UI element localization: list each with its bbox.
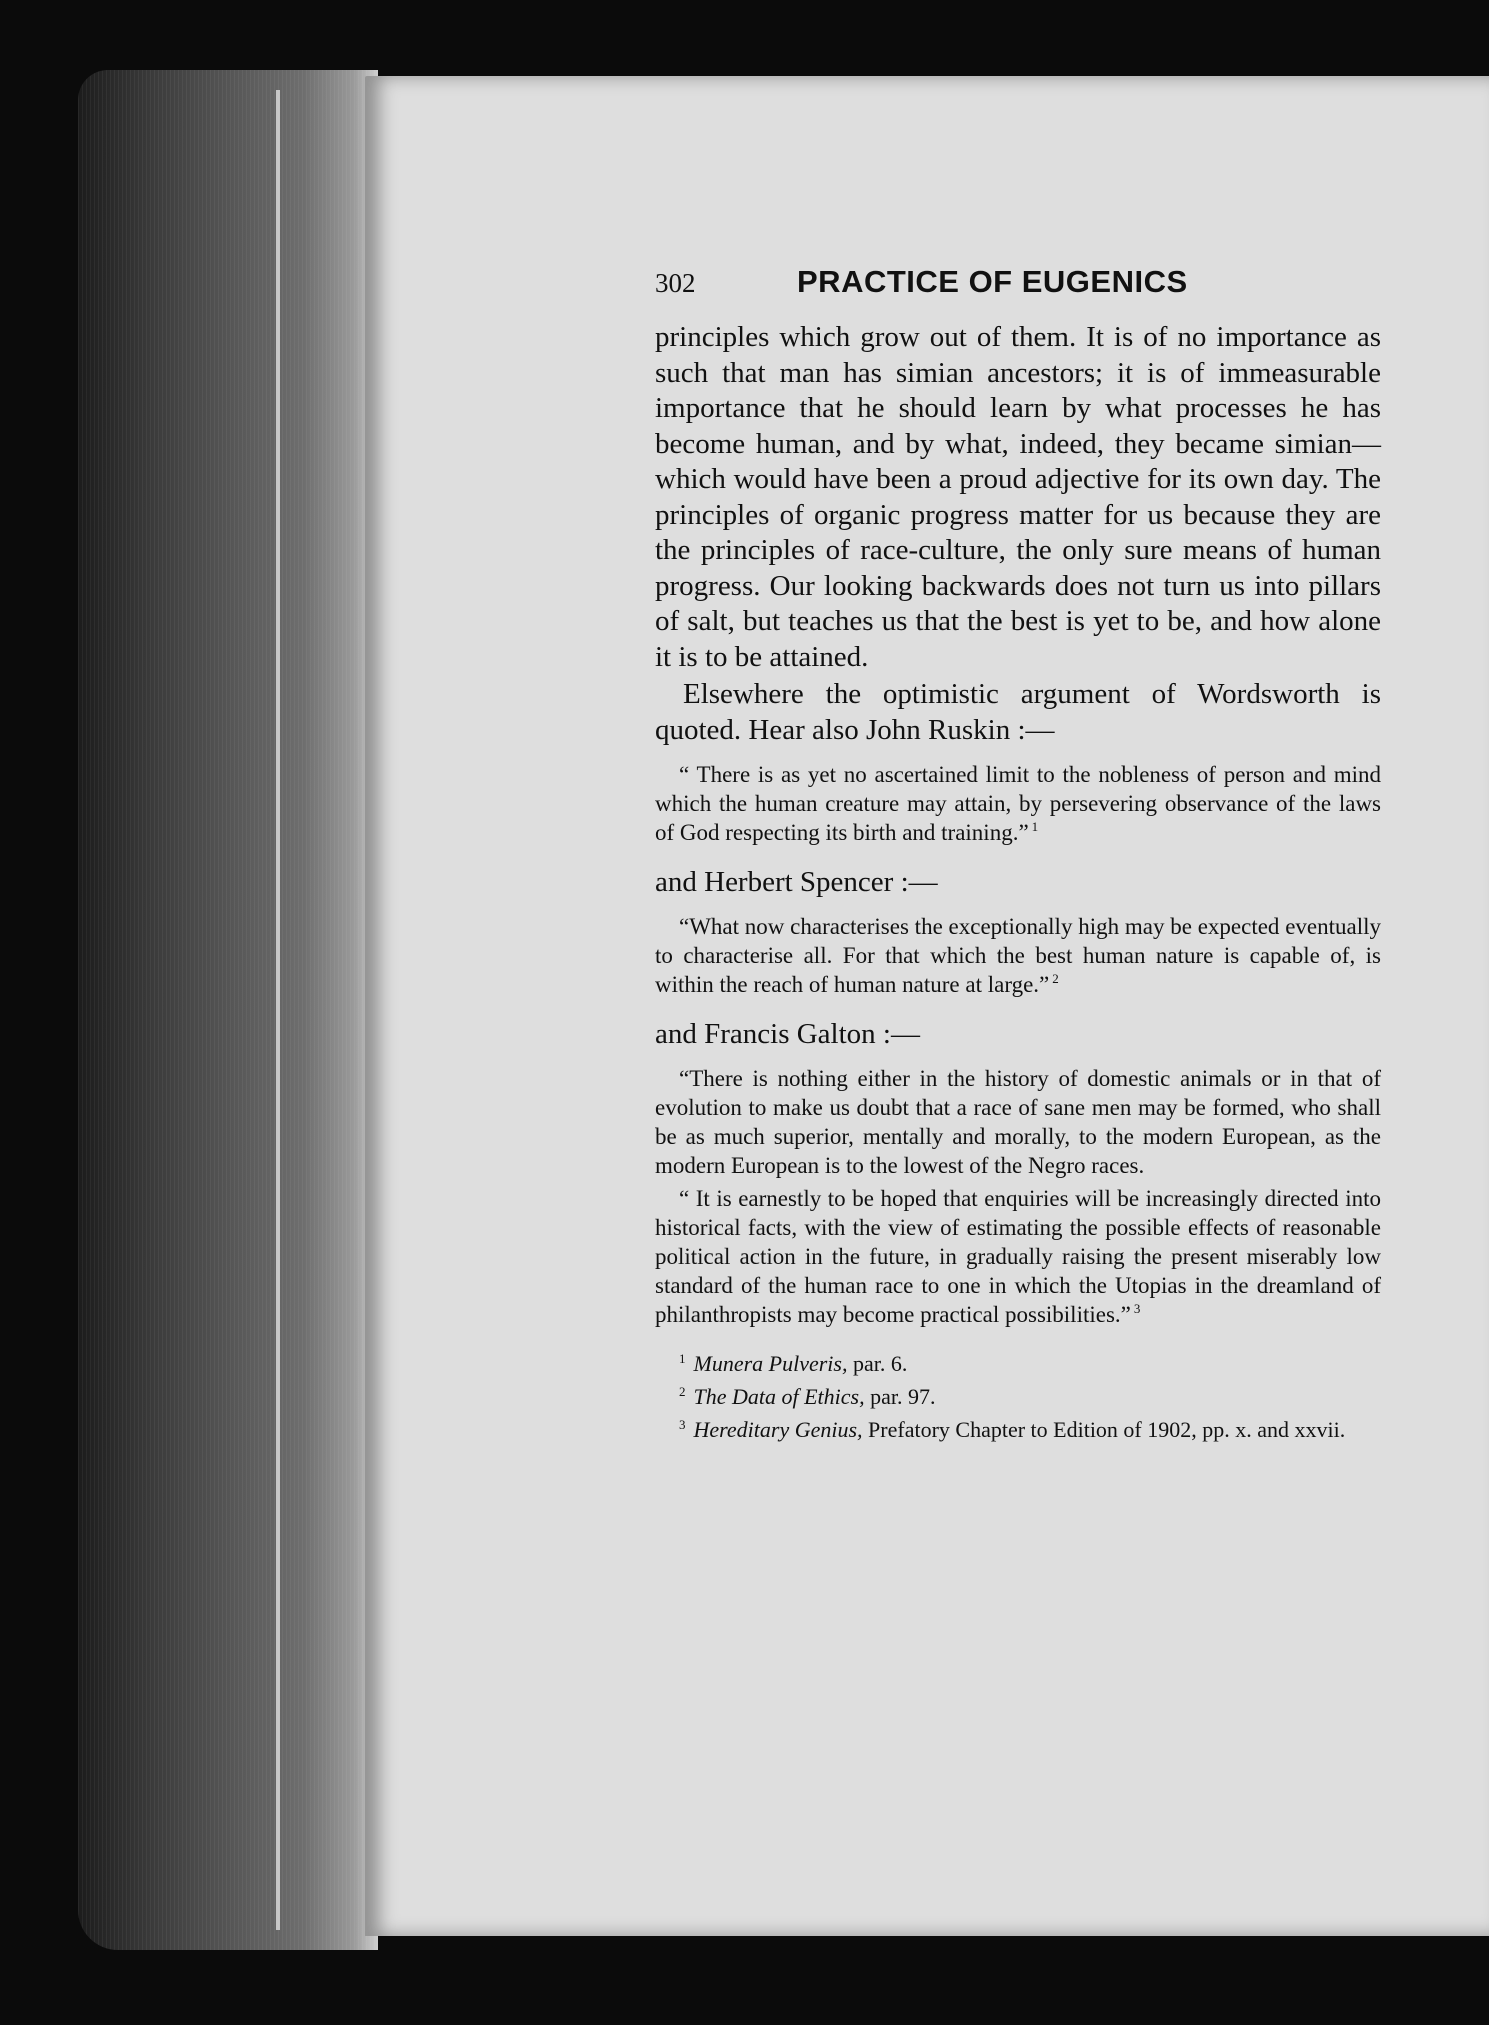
running-title: PRACTICE OF EUGENICS — [797, 264, 1188, 299]
spencer-quote — [655, 912, 1381, 999]
footnotes — [655, 1345, 1381, 1444]
footnote-title: Munera Pulveris, — [693, 1351, 848, 1376]
quote-paragraph-2 — [655, 1184, 1381, 1329]
footnote-title: The Data of Ethics, — [693, 1384, 865, 1409]
footnote-title: Hereditary Genius, — [693, 1417, 863, 1442]
galton-quote — [655, 1064, 1381, 1329]
footnote-mark: 1 — [679, 1351, 686, 1366]
lead-in-galton: and Francis Galton :— — [655, 1018, 920, 1050]
footnote-ref: 3 — [1133, 1301, 1141, 1316]
running-head — [655, 264, 1381, 320]
footnote-text: par. 97. — [864, 1384, 936, 1409]
footnote-text: Prefatory Chapter to Edition of 1902, pp. x. and xxvii. — [862, 1417, 1346, 1442]
book-page — [365, 76, 1489, 1936]
body-paragraph-1: principles which grow out of them. It is of no importance as such that man has simian ancestors; it is of immeasurable importance that he should learn by what processes he has become human, and by what, indeed, they became simian—which would have been a proud adjective for its own day. The principles of organic progress matter for us because they are the principles of race-culture, the only sure means of human progress. Our looking backwards does not turn us into pillars of salt, but teaches us that the best is yet to be, and how alone it is to be attained. — [655, 321, 1381, 673]
footnote-mark: 2 — [679, 1384, 686, 1399]
quote-paragraph — [655, 912, 1381, 999]
footnote-2 — [655, 1378, 1381, 1411]
page-number: 302 — [655, 268, 696, 298]
lead-in-spencer: and Herbert Spencer :— — [655, 866, 938, 898]
page-content — [655, 264, 1381, 1444]
footnote-text: par. 6. — [847, 1351, 908, 1376]
quote-paragraph-1: “There is nothing either in the history of domestic animals or in that of evolution to make us doubt that a race of sane men may be formed, who shall be as much superior, mentally and morally, to the modern European, as the modern European is to the lowest of the Negro races. — [655, 1066, 1381, 1178]
footnote-3 — [655, 1411, 1381, 1444]
ruskin-quote — [655, 760, 1381, 847]
quote-text: “ It is earnestly to be hoped that enquiries will be increasingly directed into historical facts, with the view of estimating the possible effects of reasonable political action in the future, in gradually raising the present miserably low standard of the human race to one in which the Utopias in the dreamland of philanthropists may become practical possibilities.” — [655, 1186, 1381, 1327]
footnote-ref: 2 — [1052, 971, 1059, 986]
quote-text: “What now characterises the exceptionally high may be expected eventually to characterise all. For that which the best human nature is capable of, is within the reach of human nature at large.” — [655, 914, 1381, 997]
book-page-edges — [78, 70, 378, 1950]
footnote-mark: 3 — [679, 1417, 686, 1432]
page-edge-highlight — [276, 90, 280, 1930]
quote-text: “ There is as yet no ascertained limit to the nobleness of person and mind which the human creature may attain, by persevering observance of the laws of God respecting its birth and training.” — [655, 762, 1381, 845]
quote-paragraph — [655, 760, 1381, 847]
body-paragraph-2: Elsewhere the optimistic argument of Wordsworth is quoted. Hear also John Ruskin :— — [655, 678, 1381, 746]
footnote-ref: 1 — [1031, 819, 1039, 834]
footnote-1 — [655, 1345, 1381, 1378]
